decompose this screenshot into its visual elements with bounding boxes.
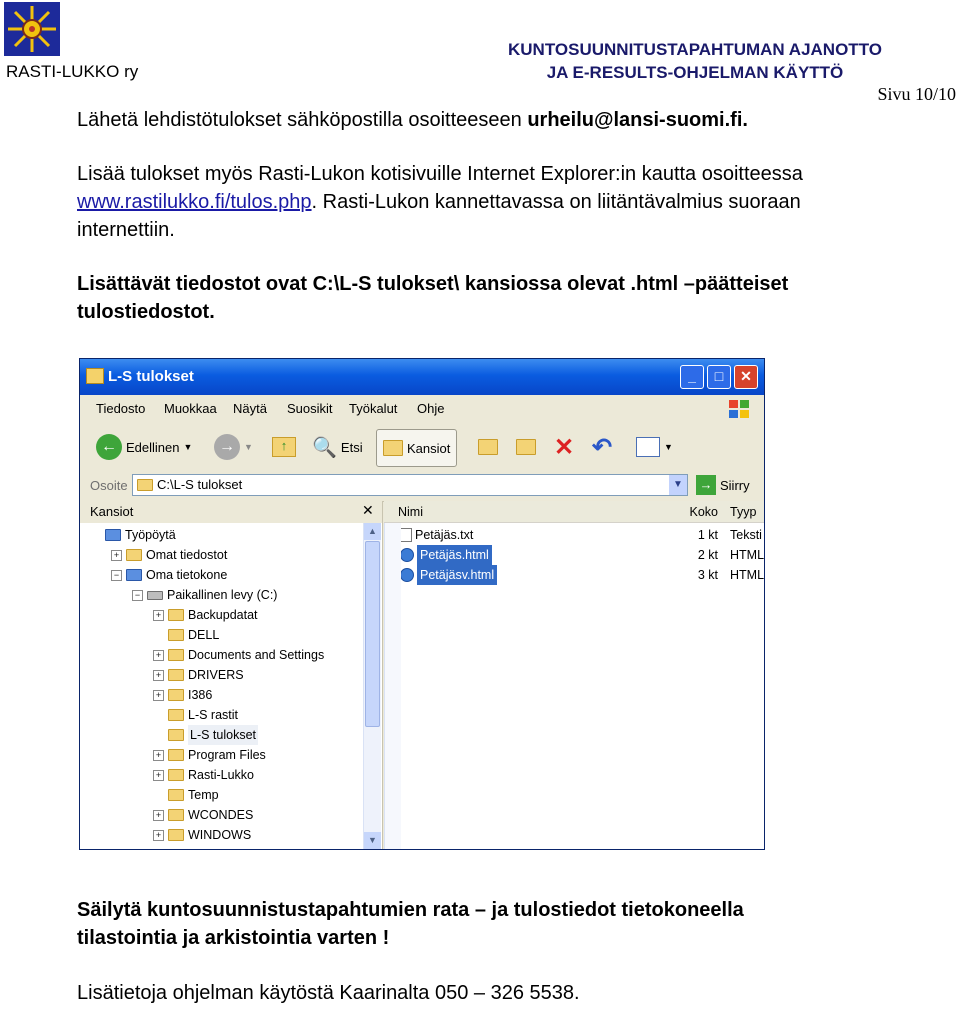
tree-item[interactable] [80, 585, 362, 605]
folder-icon [168, 669, 184, 681]
paragraph-contact: Lisätietoja ohjelman käytöstä Kaarinalta 050 – 326 5538. [77, 982, 580, 1004]
expand-icon[interactable]: + [153, 670, 164, 681]
tree-item[interactable] [80, 645, 362, 665]
address-bar [80, 471, 764, 502]
forward-arrow-icon: → [214, 434, 240, 460]
file-type: Teksti [730, 528, 762, 542]
folder-icon [168, 609, 184, 621]
tree-item-label: Rasti-Lukko [188, 768, 254, 782]
chevron-down-icon[interactable]: ▼ [669, 475, 687, 495]
chevron-down-icon: ▼ [664, 442, 673, 452]
menu-help[interactable]: Ohje [417, 401, 445, 416]
folder-icon [168, 769, 184, 781]
delete-x-icon: ✕ [554, 433, 575, 461]
folder-icon [168, 629, 184, 641]
expand-icon[interactable]: + [111, 550, 122, 561]
folder-icon [168, 649, 184, 661]
folders-label: Kansiot [407, 440, 451, 456]
files-line-2: tulostiedostot. [77, 301, 215, 323]
search-button[interactable] [312, 431, 363, 463]
paragraph-email [77, 106, 748, 134]
tree-item[interactable] [80, 785, 362, 805]
tree-item-label: DRIVERS [188, 668, 244, 682]
file-size: 2 kt [697, 548, 718, 562]
file-size: 3 kt [697, 568, 718, 582]
tree-item[interactable] [80, 565, 362, 585]
text-file-icon [400, 528, 412, 542]
back-button[interactable] [96, 431, 192, 463]
tree-item[interactable] [80, 525, 362, 545]
tree-item-label: L-S tulokset [188, 725, 258, 745]
folder-icon [168, 749, 184, 761]
scroll-up-icon[interactable]: ▲ [364, 523, 381, 540]
undo-button[interactable] [592, 431, 612, 463]
folders-pane [80, 501, 383, 849]
undo-icon: ↶ [592, 433, 613, 461]
tree-item[interactable] [80, 765, 362, 785]
file-name-cell [400, 565, 497, 585]
folder-tree [80, 525, 362, 845]
file-name-cell [400, 545, 492, 565]
internet-explorer-icon [400, 568, 414, 582]
tree-scrollbar[interactable] [363, 523, 381, 849]
folders-pane-title: Kansiot [90, 504, 134, 519]
tree-item[interactable] [80, 705, 362, 725]
expand-icon[interactable]: + [153, 770, 164, 781]
tree-item-label: Työpöytä [125, 528, 176, 542]
files-line-1: Lisättävät tiedostot ovat C:\L-S tulokset\ kansiossa olevat .html –päätteiset [77, 273, 789, 295]
menu-file[interactable]: Tiedosto [96, 401, 146, 416]
archive-line-2: tilastointia ja arkistointia varten ! [77, 927, 390, 949]
tree-item-label: Omat tiedostot [146, 548, 228, 562]
column-name[interactable]: Nimi [384, 501, 684, 523]
folder-icon [86, 368, 104, 384]
close-button[interactable]: ✕ [734, 365, 758, 389]
expand-icon[interactable]: + [153, 690, 164, 701]
file-row[interactable] [384, 565, 764, 585]
chevron-down-icon: ▼ [183, 442, 193, 452]
paragraph-website [77, 160, 803, 244]
file-name: Petäjäs.html [417, 545, 492, 565]
tree-item[interactable] [80, 665, 362, 685]
tree-item[interactable] [80, 625, 362, 645]
tree-item-label: DELL [188, 628, 220, 642]
paragraph-archive [77, 896, 744, 952]
tree-item-label: I386 [188, 688, 213, 702]
expand-icon[interactable]: + [153, 830, 164, 841]
address-label: Osoite [90, 478, 128, 493]
file-type: HTML [730, 568, 765, 582]
website-line-3: internettiin. [77, 219, 175, 241]
menu-bar [80, 395, 764, 424]
folder-icon [168, 689, 184, 701]
forward-button[interactable] [214, 431, 253, 463]
tree-item-label: Program Files [188, 748, 266, 762]
title-bar[interactable] [80, 359, 764, 395]
expand-icon[interactable]: + [153, 650, 164, 661]
explorer-window [79, 358, 765, 850]
address-input[interactable] [132, 474, 688, 496]
menu-edit[interactable]: Muokkaa [164, 401, 217, 416]
tree-item-label: Documents and Settings [188, 648, 325, 662]
file-name-cell [400, 525, 473, 545]
windows-logo-icon [728, 399, 750, 419]
folder-icon [168, 809, 184, 821]
close-icon[interactable]: ✕ [362, 502, 374, 518]
open-folder-icon [168, 729, 184, 741]
tree-item[interactable] [80, 725, 362, 745]
collapse-icon[interactable]: − [132, 590, 143, 601]
menu-favorites[interactable]: Suosikit [287, 401, 333, 416]
folders-pane-header [80, 501, 382, 523]
drive-icon [147, 591, 163, 600]
title-line-2: JA E-RESULTS-OHJELMAN KÄYTTÖ [546, 63, 844, 82]
minimize-button[interactable]: _ [680, 365, 704, 389]
column-type[interactable]: Tyyp [724, 501, 764, 523]
move-to-button[interactable] [478, 431, 498, 463]
maximize-button[interactable]: □ [707, 365, 731, 389]
views-icon [636, 437, 660, 457]
tree-item-label: Temp [188, 788, 219, 802]
up-folder-icon: ↑ [272, 437, 296, 457]
organization-name: RASTI-LUKKO ry [6, 62, 139, 81]
expand-icon[interactable]: + [153, 610, 164, 621]
my-documents-icon [126, 549, 142, 561]
move-to-icon [478, 439, 498, 455]
copy-to-button[interactable] [516, 431, 536, 463]
folder-icon [168, 829, 184, 841]
file-list-gutter [384, 523, 401, 849]
go-button[interactable] [696, 473, 750, 497]
toolbar [80, 423, 764, 472]
tree-item-label: WINDOWS [188, 828, 252, 842]
search-icon: 🔍 [312, 436, 337, 459]
email-address[interactable]: urheilu@lansi-suomi.fi. [527, 109, 748, 131]
file-list [384, 525, 764, 585]
tree-item[interactable] [80, 805, 362, 825]
tree-item[interactable] [80, 745, 362, 765]
archive-line-1: Säilytä kuntosuunnistustapahtumien rata – ja tulostiedot tietokoneella [77, 899, 744, 921]
collapse-icon[interactable]: − [111, 570, 122, 581]
address-value: C:\L-S tulokset [157, 477, 243, 492]
menu-view[interactable]: Näytä [233, 401, 267, 416]
folder-icon [168, 709, 184, 721]
page-number: Sivu 10/10 [877, 84, 956, 104]
back-label: Edellinen [126, 439, 180, 455]
website-line-1: Lisää tulokset myös Rasti-Lukon kotisivuille Internet Explorer:in kautta osoitteessa [77, 163, 803, 185]
file-row[interactable] [384, 545, 764, 565]
chevron-down-icon: ▼ [244, 442, 253, 452]
website-line-2 [77, 188, 803, 216]
go-arrow-icon: → [696, 475, 716, 495]
file-name: Petäjäsv.html [417, 565, 497, 585]
website-link[interactable]: www.rastilukko.fi/tulos.php [77, 191, 312, 213]
tree-item-label: L-S rastit [188, 708, 239, 722]
tree-item-label: Oma tietokone [146, 568, 228, 582]
column-size[interactable]: Koko [684, 501, 724, 523]
go-label: Siirry [720, 477, 750, 493]
document-title [440, 38, 950, 84]
title-line-1: KUNTOSUUNNITUSTAPAHTUMAN AJANOTTO [508, 40, 882, 59]
my-computer-icon [126, 569, 142, 581]
delete-button[interactable] [554, 431, 574, 463]
file-size: 1 kt [697, 528, 718, 542]
up-folder-button[interactable] [272, 431, 296, 463]
tree-item-label: Backupdatat [188, 608, 258, 622]
tree-item[interactable] [80, 545, 362, 565]
folder-icon [168, 789, 184, 801]
file-row[interactable] [384, 525, 764, 545]
paragraph-files [77, 270, 788, 326]
tree-item[interactable] [80, 825, 362, 845]
internet-explorer-icon [400, 548, 414, 562]
scroll-down-icon[interactable]: ▼ [364, 832, 381, 849]
file-name: Petäjäs.txt [415, 528, 474, 542]
scroll-thumb[interactable] [365, 541, 380, 727]
views-button[interactable] [636, 431, 673, 463]
tree-item[interactable] [80, 685, 362, 705]
folder-icon [137, 479, 153, 491]
copy-to-icon [516, 439, 536, 455]
expand-icon[interactable]: + [153, 810, 164, 821]
website-line-2-text: . Rasti-Lukon kannettavassa on liitäntävalmius suoraan [311, 191, 801, 213]
tree-item-label: WCONDES [188, 808, 254, 822]
menu-tools[interactable]: Työkalut [349, 401, 398, 416]
desktop-icon [105, 529, 121, 541]
file-type: HTML [730, 548, 765, 562]
rasti-lukko-logo [4, 2, 60, 56]
folders-icon [383, 440, 403, 456]
expand-icon[interactable]: + [153, 750, 164, 761]
back-arrow-icon: ← [96, 434, 122, 460]
tree-item-label: Paikallinen levy (C:) [167, 588, 278, 602]
email-text: Lähetä lehdistötulokset sähköpostilla osoitteeseen [77, 109, 528, 131]
tree-item[interactable] [80, 605, 362, 625]
search-label: Etsi [340, 439, 363, 455]
folders-button[interactable] [376, 429, 457, 467]
window-title: L-S tulokset [108, 368, 194, 385]
file-list-pane [384, 501, 764, 849]
